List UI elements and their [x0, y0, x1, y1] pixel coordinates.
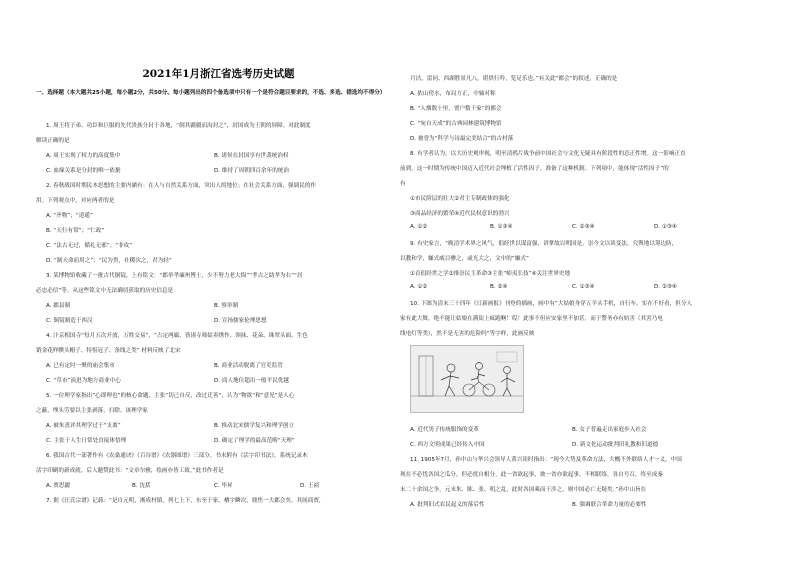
q3-option: A. 郡县制: [46, 303, 71, 309]
q10-line: 10. 下图为清末三十四年《日新画报》刊登的插画，画中有“大姑娘身穿五羊头手机，自行车，实在不好看，但分人: [410, 301, 693, 307]
q5-option: B. 推动北宋儒学复兴和理学创立: [214, 423, 295, 429]
q1-option: A. 周王实现了权力的高度集中: [46, 153, 121, 159]
q7-line: 7. 据《汪氏宗谱》记载：“是自元明，淅成村镇，列七上下，东至于家，栖宇鳞次，鼎焦一大郡会矣。其间商贾，: [46, 498, 325, 504]
q10-line: 线电灯等类），然不是无害的危险吗”等字样，此画反映: [400, 331, 535, 337]
q6-option: B. 沈括: [132, 483, 151, 489]
q5-option: C. 主张于人生日常处直接体悟理: [46, 438, 127, 444]
q6-option: C. 毕昇: [214, 483, 233, 489]
q7-option: C. “宛自天成”的古典园林建筑博物馆: [410, 121, 502, 127]
q6-line: 6. 我国古代一部著作有《农桑通诀》《百谷谱》《农器图谱》三部分。书末附有《活字印书法》，系统记录木: [46, 453, 308, 459]
q7-option: A. 依山傍水，布局方正，中轴对称: [410, 91, 496, 97]
q3-option: C. 铜镜制造于西汉: [46, 318, 93, 324]
q5-line: 5. 一位理学家指出“心即理也”的核心命题，主张“切己自反，改过迁善”，认为“物欲”和“意见”是人心: [46, 393, 295, 399]
q8-option: D. ①③④: [654, 224, 677, 230]
q1-line: 1. 周王将子弟、功臣和巨服的先代贵族分封于各地，“制其疆疆而沟封之”，封国成为王朝的屏障。对此制度: [46, 123, 311, 129]
q4-option: D. 商人地位超出一般平民优越: [214, 378, 289, 384]
q7-option: B. “人烟数十里，贾户数千家”的都会: [410, 106, 502, 112]
q10-option: A. 近代男子传统服饰的变革: [410, 427, 479, 433]
q11-line: 末二十余国之争，元末朱、陈、张、明之乱，此时各国乘而干涉之，则中国必亡无疑矣。”孙中山旨在: [400, 487, 647, 493]
q10-line: 家有此大舞，绝不能让姑娘在满街上疯跑啊！哎！此事不但应安家里不加甚，而于警务亦有妨害（其害乃电: [400, 316, 663, 322]
q11-option: A. 批判旧式农民起义的落后性: [410, 502, 485, 508]
q2-line: 2. 春秋战国时期民本思想的主要内涵有：在人与自然关系方面，突出人的地位；在社会关系方面，强调民的作: [46, 183, 317, 189]
q4-line: 销金花样幞头帽子、特髻冠子、条线之类” 材料反映了北宋: [36, 348, 181, 354]
q9-option: C. ①③④: [572, 284, 595, 290]
q3-option: D. 宣扬儒家伦理思想: [214, 318, 267, 324]
q9-item: ①首倡经世之学②推崇民主革命③主张“师夷长技”④关注世界史地: [410, 271, 571, 277]
q10-option: D. 新文化运动批判旧礼教和旧道德: [572, 442, 659, 448]
q9-option: A. ①②: [410, 284, 428, 290]
q4-option: B. 商业活动脱离了官吏监管: [214, 363, 283, 369]
q8-line: 有: [400, 181, 406, 187]
q1-option: B. 诸侯在封国享有世袭统治权: [214, 153, 289, 159]
q1-option: C. 血缘关系是分封的唯一依据: [46, 168, 121, 174]
q6-option: A. 贾思勰: [46, 483, 71, 489]
q1-line: 解读正确的是: [36, 138, 70, 144]
q2-option: A. “齐物”；“逍遥”: [46, 213, 93, 219]
q5-line: 之蔽，埋头劳要以主张剥落、扫除。该理学家: [36, 408, 148, 414]
newspaper-illustration: [410, 345, 524, 413]
q6-line: 活字印刷的新成就。后人题赞此书：“文章尔雅，绘画亦皆工致。”此书作者是: [36, 468, 224, 474]
q2-line: 用。下列观点中，对应两者的是: [36, 198, 115, 204]
q8-item: ③商品经济的繁荣④近代民权意识的勃兴: [410, 211, 510, 217]
q10-option: B. 女子普遍走出家庭步入社会: [572, 427, 647, 433]
q5-option: D. 确定了理学的最高范畴“天理”: [214, 438, 295, 444]
q2-option: D. “制天命而用之”；“民为贵，社稷次之，君为轻”: [46, 258, 172, 264]
q8-option: B. ①③④: [490, 224, 513, 230]
q9-line: 9. 有史家言，“晚清学术界之风气，倡经世以谋富强，讲掌故以明国是，崇今文以谈变法，究舆地以筹边防，: [410, 241, 678, 247]
q11-option: B. 强调联合革命力量的必要性: [572, 502, 647, 508]
q9-option: D. ②③④: [654, 284, 677, 290]
q10-option: C. 西方文明成果已经传入中国: [410, 442, 485, 448]
q2-option: C. “法古无过，循礼无邪”；“非攻”: [46, 243, 133, 249]
q8-option: C. ②③④: [572, 224, 595, 230]
q6-option: D. 王祯: [300, 483, 320, 489]
q3-line: 3. 某博物馆收藏了一批古代铜镜，上有铭文：“郡举孝廉州博士，少不努力老大悔”“孝吉之助孝为右”“居: [46, 273, 303, 279]
page-title: 2021年1月浙江省选考历史试题: [142, 68, 295, 80]
q7-option: D. 被誉为“科学与诗最完美结合”的古村落: [410, 136, 514, 142]
q4-option: A. 已有定时一聚的庙会集市: [46, 363, 115, 369]
q8-option: A. ①②: [410, 224, 428, 230]
q8-line: 前到，这一时期为传统中国迈入近代社会埋植了活性因子，准备了这种机制。下列项中，能体现“活性因子”的: [400, 166, 669, 172]
q7-line: 月沽，雷同、西湖胜景凡八，堪供行吟，览足乐也。”有关此“都会”的叙述，正确的是: [410, 76, 618, 82]
section-heading: 一、选择题（本大题共25小题，每小题2分，共50分。每小题列出的四个备选项中只有一个是符合题目要求的，不选、多选、错选均不得分）: [36, 90, 386, 96]
q2-option: B. “天行有常”；“仁政”: [46, 228, 105, 234]
q8-item: ①市民阶层的壮大②君主专制政体的强化: [410, 196, 510, 202]
q4-option: C. “草市”演进为地方商业中心: [46, 378, 121, 384]
q9-line: 以教和学，嫌式威目骖之，或光大之，文中的“嫌式”: [400, 256, 529, 262]
q8-line: 8. 有学者认为，以大历史观审视，明至清鸦片战争前中国社会与文化无疑具有阶段性的总正性增。这一影响正直: [410, 151, 686, 157]
q11-line: 现在不必忧各国之瓜分，但必忧自相分，此一省欲起事，彼一省亦欲起事，不相联络，各自号召，终至成秦: [400, 472, 663, 478]
q9-option: B. ②④: [490, 284, 508, 290]
q1-option: D. 维持了周朝四百余年的统治: [214, 168, 289, 174]
q3-line: 必忠必信”等。从这些铭文中无法确切获取的历史信息是: [36, 288, 174, 294]
illustration-drawing: [411, 346, 523, 412]
q3-option: B. 察举制: [214, 303, 239, 309]
q11-line: 11. 1905年7月，孙中山与华兴会领导人黄兴谈时指出：“现今大势及革命方法，大概不外联络人才一义。中国: [410, 457, 682, 463]
q5-option: A. 被朱熹评其理学过于“支离”: [46, 423, 121, 429]
q4-line: 4. 汴京相国寺“每月五次开放，万姓交易”，“占定两廊，皆诸寺师姑卖绣作、领抹、花朵、珠翠头面、生色: [46, 333, 308, 339]
